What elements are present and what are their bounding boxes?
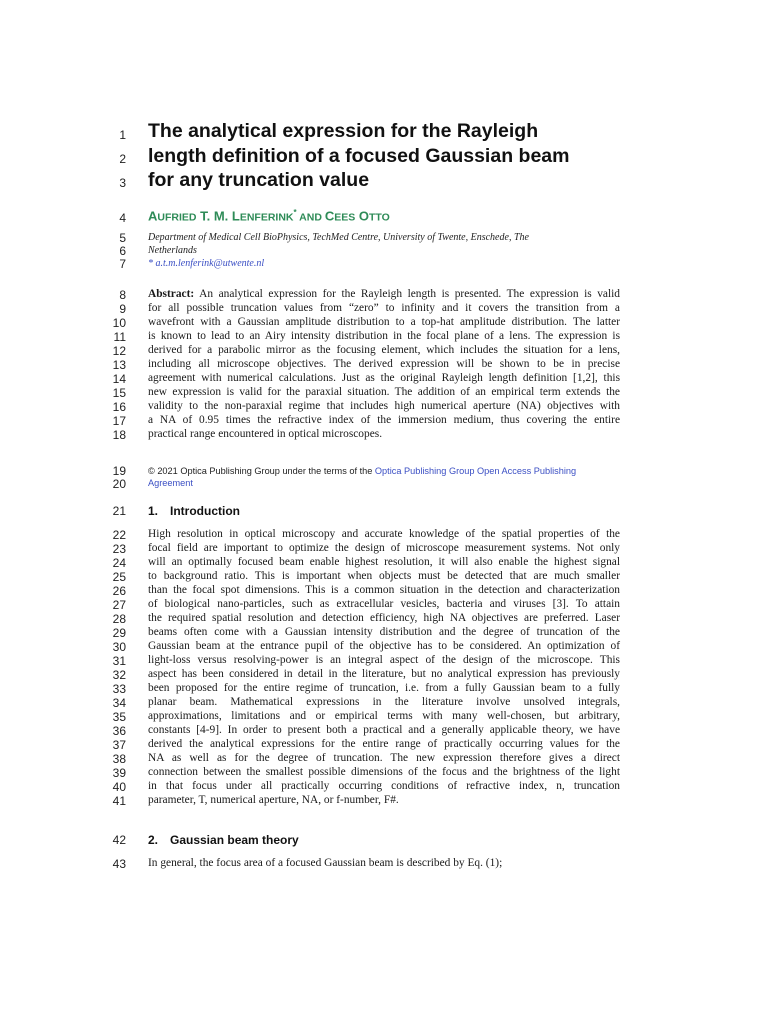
line-number: 1 <box>119 128 126 142</box>
line-number: 10 <box>112 316 126 330</box>
intro-line: the required spatial resolution and detection efficiency, high NA objectives are preferred. Laser <box>148 612 620 624</box>
intro-line: planar beam. Mathematical expressions in the literature involve unsolved integrals, <box>148 696 620 708</box>
line-number: 16 <box>112 400 126 414</box>
line-number: 22 <box>112 528 126 542</box>
line-number: 40 <box>112 780 126 794</box>
line-number: 8 <box>119 288 126 302</box>
line-number: 32 <box>112 668 126 682</box>
section2-line: In general, the focus area of a focused Gaussian beam is described by Eq. (1); <box>148 857 503 869</box>
line-number: 42 <box>112 833 126 847</box>
intro-line: NA as well as for the degree of truncation. The new expression therefore gives a direct <box>148 752 620 764</box>
section-heading-introduction: 1. Introduction <box>148 504 240 518</box>
line-number: 30 <box>112 640 126 654</box>
line-number: 33 <box>112 682 126 696</box>
affiliation-continued: Netherlands <box>148 245 197 256</box>
line-number: 35 <box>112 710 126 724</box>
abstract-line: practical range encountered in optical microscopes. <box>148 428 383 440</box>
intro-line: in that focus under all practically occurring conditions of refractive index, n, truncation <box>148 780 620 792</box>
intro-line: been proposed for the entire regime of truncation, i.e. from a fully Gaussian beam to a fully <box>148 682 620 694</box>
license-link[interactable]: Agreement <box>148 478 193 488</box>
affiliation: Department of Medical Cell BioPhysics, TechMed Centre, University of Twente, Enschede, The <box>148 232 529 243</box>
abstract-line: for all possible truncation values from “zero” to infinity and it covers the transition from a <box>148 302 620 314</box>
intro-line: aspect has been considered in detail in the literature, but no analytical expression has previously <box>148 668 620 680</box>
corresponding-email-link[interactable]: * a.t.m.lenferink@utwente.nl <box>148 258 265 269</box>
line-number: 15 <box>112 386 126 400</box>
intro-line: to background ratio. This is important when objects must be detected that are much smaller <box>148 570 620 582</box>
line-number: 20 <box>112 477 126 491</box>
abstract-line: Abstract: An analytical expression for the Rayleigh length is presented. The expression is valid <box>148 288 620 300</box>
intro-line: beams often come with a Gaussian intensity distribution and the degree of truncation of the <box>148 626 620 638</box>
line-number: 29 <box>112 626 126 640</box>
abstract-line: a NA of 0.95 times the refractive index of the immersion medium, thus covering the entire <box>148 414 620 426</box>
line-number: 6 <box>119 244 126 258</box>
line-number: 36 <box>112 724 126 738</box>
intro-line: constants [4-9]. In order to present both a practical and a generally applicable theory, we have <box>148 724 620 736</box>
line-number: 9 <box>119 302 126 316</box>
intro-line: Gaussian beam at the entrance pupil of the objective has to be considered. An optimization of <box>148 640 620 652</box>
line-number: 24 <box>112 556 126 570</box>
abstract-line: including all microscope objectives. The derived expression will be shown to be in precise <box>148 358 620 370</box>
line-number: 37 <box>112 738 126 752</box>
intro-line: connection between the smallest possible dimensions of the focus and the brightness of the light <box>148 766 620 778</box>
line-number: 14 <box>112 372 126 386</box>
intro-line: light-loss versus resolving-power is an integral aspect of the design of the microscope. This <box>148 654 620 666</box>
license-notice: © 2021 Optica Publishing Group under the terms of the Optica Publishing Group Open Access Publishing <box>148 466 577 476</box>
line-number: 21 <box>112 504 126 518</box>
section-heading-gaussian-beam-theory: 2. Gaussian beam theory <box>148 833 299 847</box>
abstract-line: validity to the non-paraxial regime that includes high numerical aperture (NA) objectives with <box>148 400 620 412</box>
line-number: 13 <box>112 358 126 372</box>
line-number: 19 <box>112 464 126 478</box>
line-number: 7 <box>119 257 126 271</box>
paper-title-line: The analytical expression for the Rayleigh <box>148 120 539 142</box>
intro-line: approximations, limitations and or empirical terms with many well-chosen, but arbitrary, <box>148 710 620 722</box>
abstract-line: is known to lead to an Airy intensity distribution in the focal plane of a lens. The expression is <box>148 330 620 342</box>
author-list: AUFRIED T. M. LENFERINK* AND CEES OTTO <box>148 208 390 224</box>
abstract-label: Abstract: <box>148 288 195 300</box>
intro-line: derived the analytical expressions for the entire range of practically occurring values for the <box>148 738 620 750</box>
line-number: 41 <box>112 794 126 808</box>
abstract-line: agreement with numerical calculations. Just as the original Rayleigh length definition [1,2], this <box>148 372 620 384</box>
line-number: 18 <box>112 428 126 442</box>
line-number: 12 <box>112 344 126 358</box>
abstract-line: wavefront with a Gaussian amplitude distribution to a top-hat amplitude distribution. The latter <box>148 316 620 328</box>
license-notice-continued <box>148 477 620 490</box>
line-number: 34 <box>112 696 126 710</box>
line-number: 28 <box>112 612 126 626</box>
line-number: 3 <box>119 176 126 190</box>
intro-line: parameter, T, numerical aperture, NA, or f-number, F#. <box>148 794 399 806</box>
intro-line: focal field are important to optimize the design of microscope measurement systems. Not only <box>148 542 620 554</box>
line-number: 5 <box>119 231 126 245</box>
intro-line: of biological nano-particles, such as extracellular vesicles, bacteria and viruses [3]. To attain <box>148 598 620 610</box>
line-number: 11 <box>113 330 126 344</box>
line-number: 27 <box>112 598 126 612</box>
abstract-line: new expression is valid for the paraxial situation. The addition of an empirical term extends the <box>148 386 620 398</box>
line-number: 26 <box>112 584 126 598</box>
line-number: 38 <box>112 752 126 766</box>
line-number: 43 <box>112 857 126 871</box>
line-number: 2 <box>119 152 126 166</box>
line-number: 4 <box>119 211 126 225</box>
line-number: 39 <box>112 766 126 780</box>
license-link[interactable]: Optica Publishing Group Open Access Publishing <box>374 466 577 476</box>
line-number: 25 <box>112 570 126 584</box>
line-number: 31 <box>112 654 126 668</box>
paper-title-line: length definition of a focused Gaussian beam <box>148 145 570 167</box>
intro-line: will an optimally focused beam enable highest resolution, it will also enable the highest signal <box>148 556 620 568</box>
intro-line: than the focal spot dimensions. This is a common situation in the detection and characterization <box>148 584 620 596</box>
intro-line: High resolution in optical microscopy and accurate knowledge of the spatial properties of the <box>148 528 620 540</box>
paper-title-line: for any truncation value <box>148 169 370 191</box>
line-number: 23 <box>112 542 126 556</box>
line-number: 17 <box>112 414 126 428</box>
abstract-line: derived for a parabolic mirror as the focusing element, which includes the situation for a lens, <box>148 344 620 356</box>
